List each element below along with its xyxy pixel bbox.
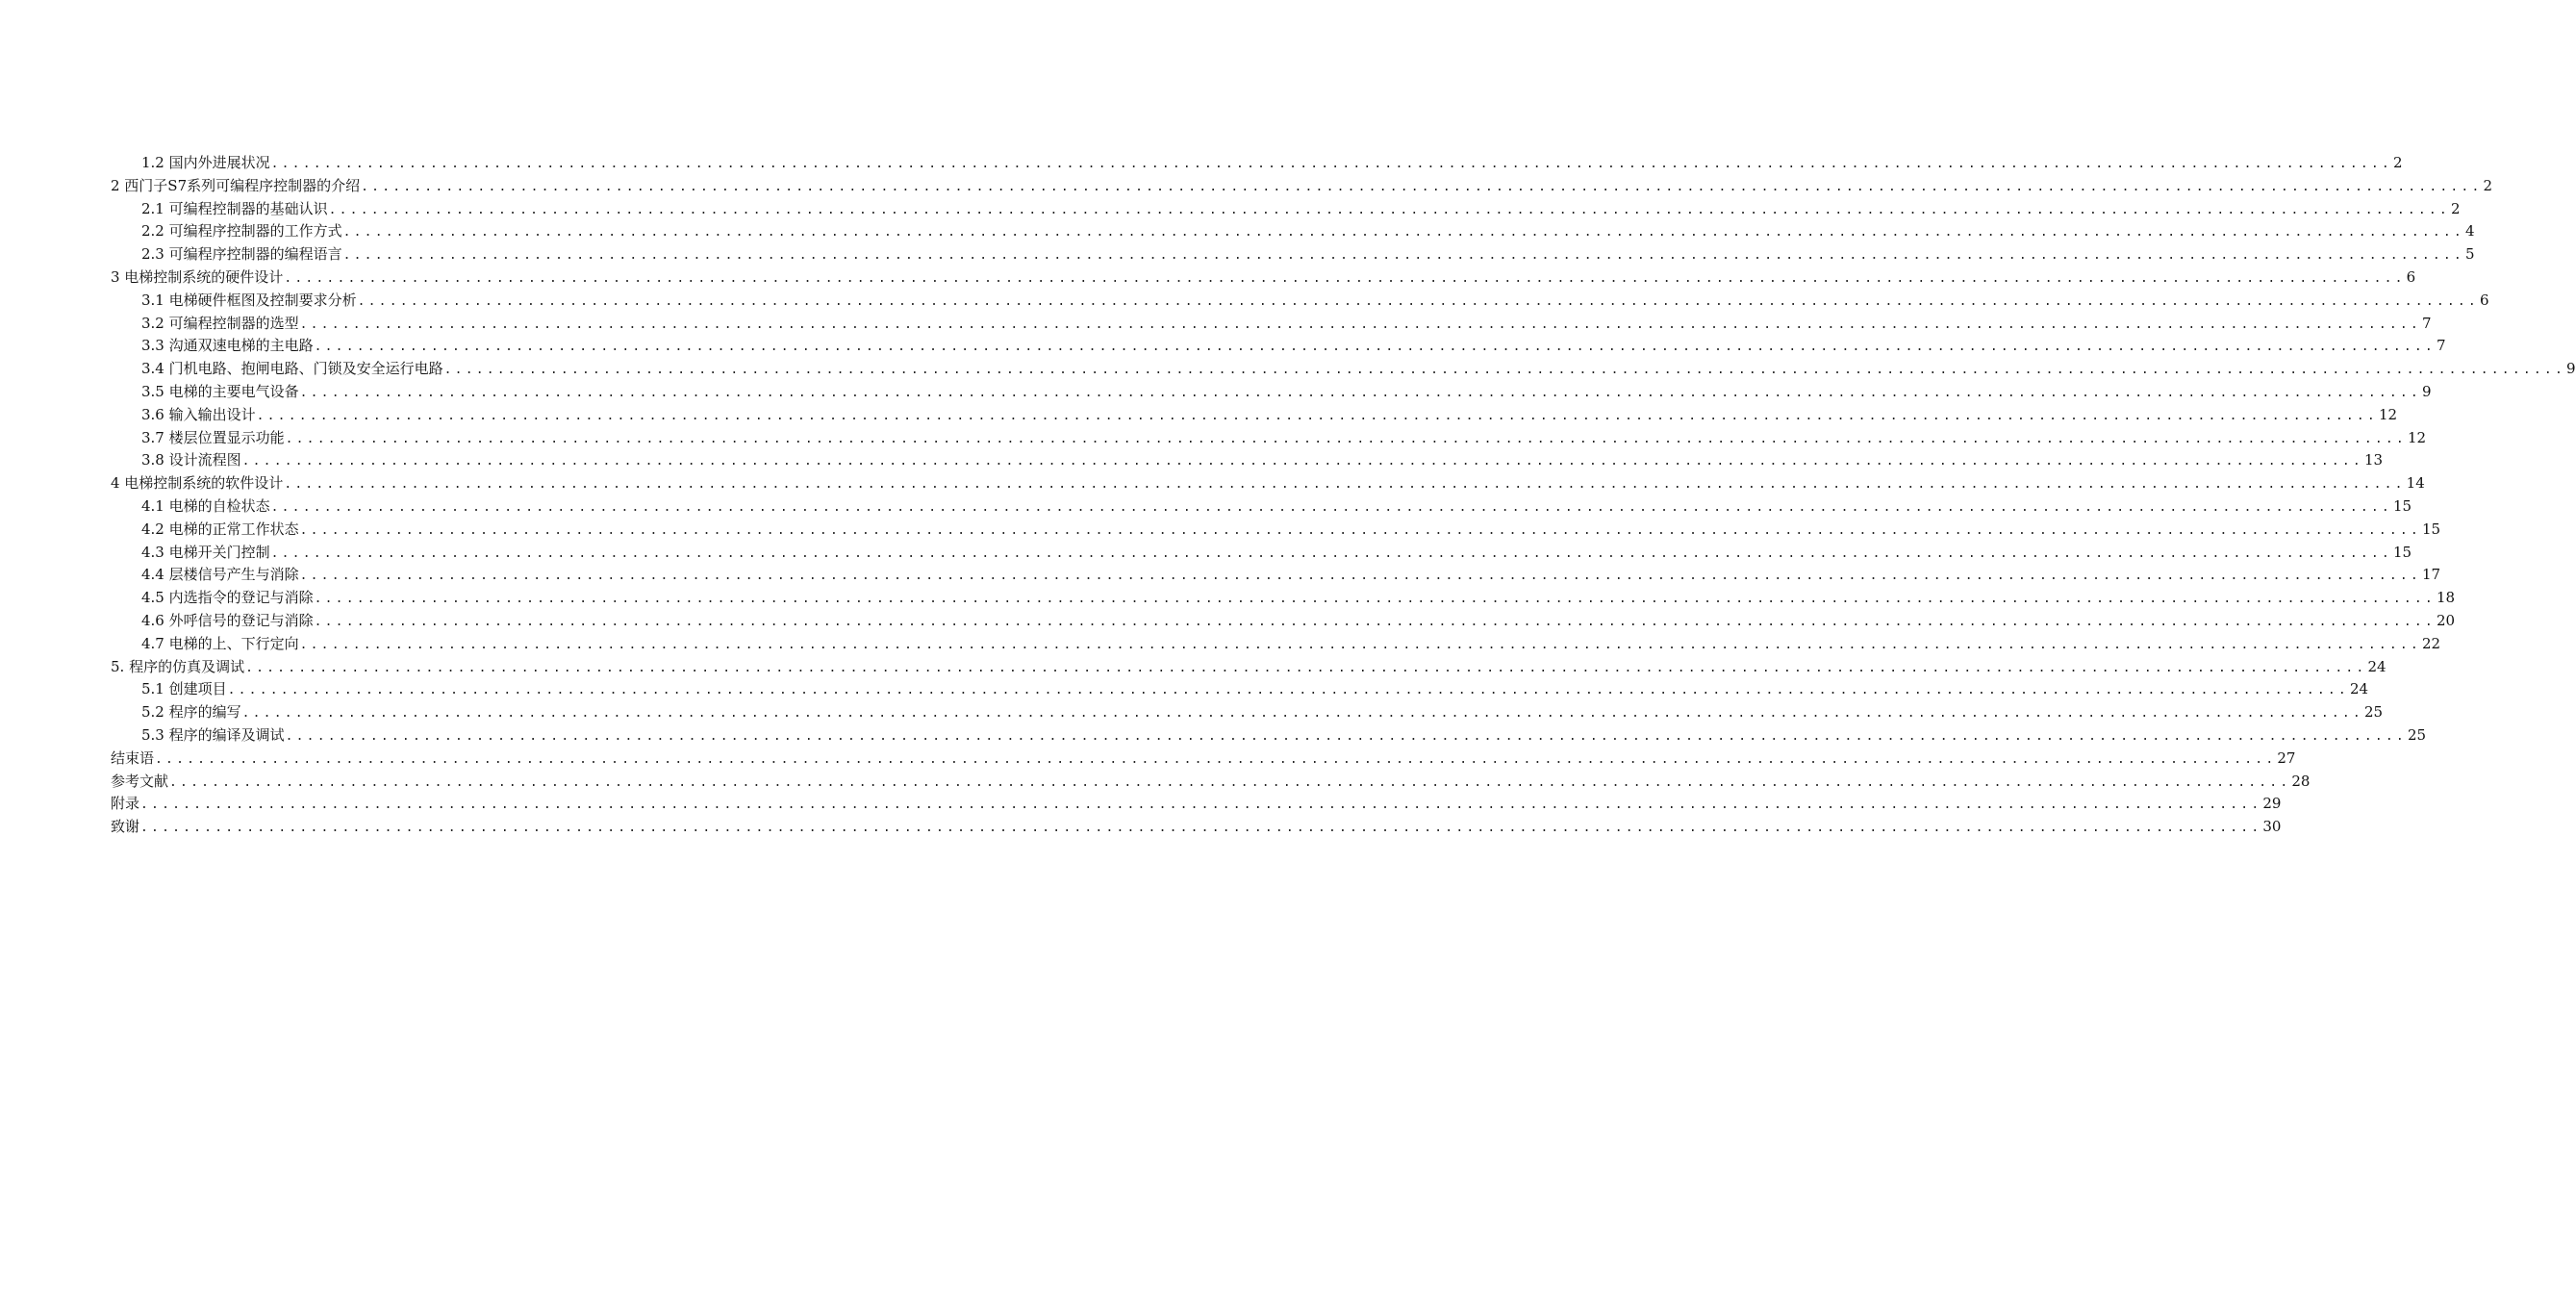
toc-dot-leader: ........................................................................................................................................................................................................ bbox=[284, 477, 2406, 493]
toc-dot-leader: ........................................................................................................................................................................................................ bbox=[270, 545, 2392, 561]
toc-entry[interactable] bbox=[111, 816, 2282, 839]
toc-entry-page-number: 15 bbox=[2392, 496, 2412, 515]
toc-dot-leader: ........................................................................................................................................................................................................ bbox=[361, 179, 2483, 194]
toc-dot-leader: ........................................................................................................................................................................................................ bbox=[241, 706, 2363, 722]
toc-entry[interactable] bbox=[111, 152, 2403, 175]
toc-entry-page-number: 9 bbox=[2565, 360, 2576, 378]
toc-entry[interactable] bbox=[111, 542, 2412, 565]
toc-entry[interactable] bbox=[111, 427, 2427, 450]
toc-entry[interactable] bbox=[111, 771, 2311, 794]
toc-entry-page-number: 14 bbox=[2406, 474, 2425, 493]
toc-entry-page-number: 30 bbox=[2262, 818, 2282, 836]
toc-entry[interactable] bbox=[111, 793, 2282, 816]
toc-dot-leader: ........................................................................................................................................................................................................ bbox=[299, 569, 2421, 584]
toc-entry-title: 4.7 电梯的上、下行定向 bbox=[141, 634, 299, 652]
toc-entry-page-number: 22 bbox=[2421, 634, 2441, 652]
toc-dot-leader: ........................................................................................................................................................................................................ bbox=[299, 385, 2421, 400]
toc-entry-page-number: 9 bbox=[2421, 382, 2432, 400]
toc-entry-title: 4.3 电梯开关门控制 bbox=[141, 543, 270, 561]
toc-entry[interactable] bbox=[111, 472, 2425, 495]
toc-entry-title: 4 电梯控制系统的软件设计 bbox=[111, 474, 284, 493]
toc-entry-page-number: 25 bbox=[2407, 725, 2427, 744]
toc-dot-leader: ........................................................................................................................................................................................................ bbox=[299, 637, 2421, 652]
toc-entry[interactable] bbox=[111, 564, 2441, 587]
toc-entry-title: 2.1 可编程控制器的基础认识 bbox=[141, 199, 328, 217]
toc-dot-leader: ........................................................................................................................................................................................................ bbox=[342, 225, 2464, 241]
toc-dot-leader: ........................................................................................................................................................................................................ bbox=[299, 317, 2421, 332]
toc-entry[interactable] bbox=[111, 610, 2456, 633]
toc-dot-leader: ........................................................................................................................................................................................................ bbox=[155, 751, 2277, 767]
toc-entry-page-number: 29 bbox=[2262, 795, 2282, 813]
toc-dot-leader: ........................................................................................................................................................................................................ bbox=[285, 728, 2407, 744]
toc-entry-title: 3.8 设计流程图 bbox=[141, 451, 241, 469]
toc-entry[interactable] bbox=[111, 243, 2475, 266]
toc-entry[interactable] bbox=[111, 748, 2296, 771]
toc-entry-title: 3.3 沟通双速电梯的主电路 bbox=[141, 337, 314, 355]
toc-dot-leader: ........................................................................................................................................................................................................ bbox=[256, 408, 2378, 423]
toc-entry-page-number: 13 bbox=[2363, 451, 2384, 469]
toc-entry[interactable] bbox=[111, 358, 2576, 381]
toc-entry-title: 3.5 电梯的主要电气设备 bbox=[141, 382, 299, 400]
toc-dot-leader: ........................................................................................................................................................................................................ bbox=[245, 660, 2367, 675]
toc-entry[interactable] bbox=[111, 220, 2475, 243]
toc-entry-title: 4.5 内选指令的登记与消除 bbox=[141, 589, 314, 607]
toc-entry-page-number: 2 bbox=[2483, 176, 2493, 194]
toc-dot-leader: ........................................................................................................................................................................................................ bbox=[270, 157, 2392, 171]
toc-entry[interactable] bbox=[111, 313, 2432, 336]
toc-dot-leader: ........................................................................................................................................................................................................ bbox=[270, 499, 2392, 515]
toc-dot-leader: ........................................................................................................................................................................................................ bbox=[342, 248, 2464, 264]
toc-entry-title: 3.4 门机电路、抱闸电路、门锁及安全运行电路 bbox=[141, 360, 443, 378]
toc-entry-page-number: 2 bbox=[2450, 199, 2461, 217]
toc-entry-page-number: 20 bbox=[2436, 611, 2456, 629]
toc-entry-title: 4.1 电梯的自检状态 bbox=[141, 496, 270, 515]
toc-entry-title: 5.1 创建项目 bbox=[141, 680, 227, 698]
toc-entry-title: 4.2 电梯的正常工作状态 bbox=[141, 520, 299, 538]
toc-entry-page-number: 6 bbox=[2406, 267, 2416, 286]
toc-entry-title: 2.3 可编程序控制器的编程语言 bbox=[141, 245, 342, 264]
toc-entry[interactable] bbox=[111, 381, 2432, 404]
toc-entry-title: 5.2 程序的编写 bbox=[141, 703, 241, 722]
toc-entry-page-number: 17 bbox=[2421, 566, 2441, 584]
toc-entry[interactable] bbox=[111, 175, 2493, 198]
toc-dot-leader: ........................................................................................................................................................................................................ bbox=[140, 821, 2262, 836]
toc-entry-page-number: 27 bbox=[2277, 748, 2296, 767]
toc-entry[interactable] bbox=[111, 404, 2398, 427]
toc-dot-leader: ........................................................................................................................................................................................................ bbox=[314, 340, 2436, 355]
toc-entry-title: 3 电梯控制系统的硬件设计 bbox=[111, 267, 284, 286]
toc-entry-title: 3.7 楼层位置显示功能 bbox=[141, 428, 285, 446]
toc-dot-leader: ........................................................................................................................................................................................................ bbox=[284, 270, 2406, 286]
toc-entry-title: 致谢 bbox=[111, 818, 140, 836]
toc-entry-title: 结束语 bbox=[111, 748, 155, 767]
toc-entry[interactable] bbox=[111, 198, 2461, 221]
toc-entry[interactable] bbox=[111, 701, 2384, 724]
toc-entry-title: 3.1 电梯硬件框图及控制要求分析 bbox=[141, 291, 357, 309]
toc-entry[interactable] bbox=[111, 678, 2369, 701]
table-of-contents bbox=[111, 152, 2576, 839]
toc-entry-page-number: 24 bbox=[2349, 680, 2369, 698]
toc-entry[interactable] bbox=[111, 656, 2387, 679]
toc-entry-page-number: 6 bbox=[2479, 291, 2489, 309]
toc-entry-page-number: 5 bbox=[2464, 245, 2475, 264]
toc-entry-page-number: 24 bbox=[2367, 657, 2387, 675]
toc-entry[interactable] bbox=[111, 495, 2412, 519]
toc-entry-page-number: 15 bbox=[2392, 543, 2412, 561]
toc-entry[interactable] bbox=[111, 633, 2441, 656]
toc-entry-title: 3.2 可编程控制器的选型 bbox=[141, 314, 299, 332]
toc-entry-page-number: 2 bbox=[2392, 154, 2403, 171]
toc-dot-leader: ........................................................................................................................................................................................................ bbox=[285, 431, 2407, 446]
toc-entry-page-number: 12 bbox=[2378, 405, 2398, 423]
toc-entry-title: 1.2 国内外进展状况 bbox=[141, 154, 270, 171]
toc-entry-page-number: 15 bbox=[2421, 520, 2441, 538]
toc-entry-title: 2.2 可编程序控制器的工作方式 bbox=[141, 222, 342, 241]
toc-entry-page-number: 12 bbox=[2407, 428, 2427, 446]
toc-entry-title: 4.4 层楼信号产生与消除 bbox=[141, 566, 299, 584]
toc-entry-title: 5. 程序的仿真及调试 bbox=[111, 657, 245, 675]
toc-dot-leader: ........................................................................................................................................................................................................ bbox=[241, 454, 2363, 469]
toc-dot-leader: ........................................................................................................................................................................................................ bbox=[314, 614, 2436, 629]
toc-entry-page-number: 4 bbox=[2464, 222, 2475, 241]
toc-entry-title: 参考文献 bbox=[111, 772, 169, 790]
toc-entry-page-number: 7 bbox=[2436, 337, 2446, 355]
toc-entry-title: 3.6 输入输出设计 bbox=[141, 405, 256, 423]
toc-dot-leader: ........................................................................................................................................................................................................ bbox=[357, 293, 2479, 309]
toc-entry-page-number: 25 bbox=[2363, 703, 2384, 722]
toc-entry[interactable] bbox=[111, 449, 2384, 472]
toc-dot-leader: ........................................................................................................................................................................................................ bbox=[314, 592, 2436, 607]
toc-entry[interactable] bbox=[111, 587, 2456, 610]
toc-entry-title: 2 西门子S7系列可编程序控制器的介绍 bbox=[111, 176, 361, 194]
toc-entry-title: 4.6 外呼信号的登记与消除 bbox=[141, 611, 314, 629]
toc-entry[interactable] bbox=[111, 519, 2441, 542]
toc-dot-leader: ........................................................................................................................................................................................................ bbox=[328, 202, 2450, 217]
toc-dot-leader: ........................................................................................................................................................................................................ bbox=[140, 798, 2262, 813]
toc-dot-leader: ........................................................................................................................................................................................................ bbox=[227, 683, 2349, 698]
toc-entry-page-number: 28 bbox=[2291, 772, 2311, 790]
toc-entry-page-number: 7 bbox=[2421, 314, 2432, 332]
toc-entry-title: 附录 bbox=[111, 795, 140, 813]
toc-entry[interactable] bbox=[111, 266, 2416, 290]
toc-entry-page-number: 18 bbox=[2436, 589, 2456, 607]
toc-entry[interactable] bbox=[111, 724, 2427, 748]
toc-entry[interactable] bbox=[111, 290, 2489, 313]
toc-dot-leader: ........................................................................................................................................................................................................ bbox=[299, 522, 2421, 538]
toc-dot-leader: ........................................................................................................................................................................................................ bbox=[169, 774, 2291, 790]
toc-dot-leader: ........................................................................................................................................................................................................ bbox=[443, 363, 2565, 378]
toc-entry-title: 5.3 程序的编译及调试 bbox=[141, 725, 285, 744]
toc-entry[interactable] bbox=[111, 335, 2446, 358]
